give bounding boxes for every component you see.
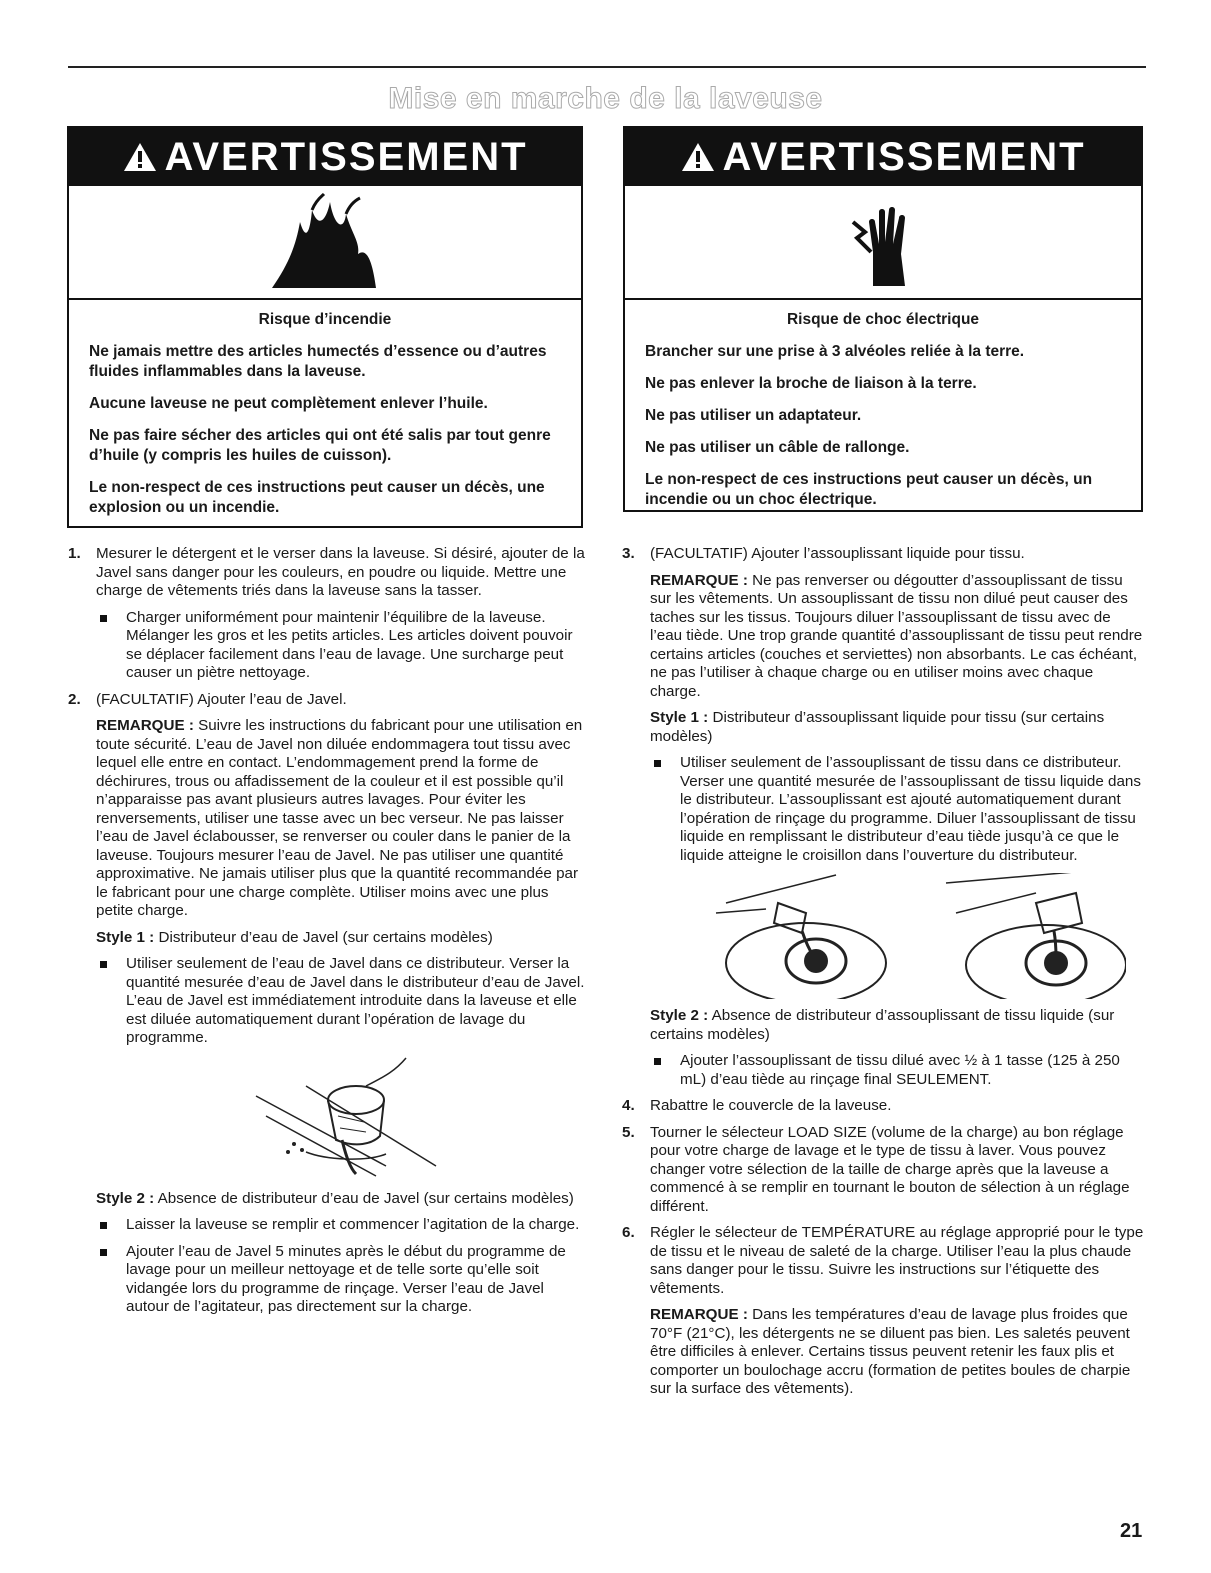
- style-text: Absence de distributeur d’assouplissant de tissu liquide (sur certains modèles): [650, 1007, 1115, 1043]
- note-label: REMARQUE :: [650, 571, 748, 589]
- warning-line: Le non-respect de ces instructions peut causer un décès, un incendie ou un choc électrique.: [645, 471, 1093, 508]
- bullet-text: Ajouter l’assouplissant de tissu dilué avec ½ à 1 tasse (125 à 250 mL) d’eau tiède au rinçage final SEULEMENT.: [680, 1052, 1120, 1088]
- style-heading: [650, 709, 1144, 746]
- step-3: [622, 545, 1144, 1089]
- warning-line: Le non-respect de ces instructions peut causer un décès, une explosion ou un incendie.: [89, 479, 545, 516]
- step-6: [622, 1224, 1144, 1399]
- step-5: [622, 1124, 1144, 1217]
- warning-box-electric: [623, 126, 1143, 512]
- bullet-item: [650, 1052, 1144, 1089]
- style-label: Style 2 :: [650, 1007, 709, 1024]
- step-number: 6.: [622, 1224, 635, 1241]
- bullet-item: [96, 1243, 588, 1317]
- bullet-item: [96, 1216, 588, 1235]
- step-text: (FACULTATIF) Ajouter l’assouplissant liquide pour tissu.: [650, 545, 1025, 562]
- step-number: 5.: [622, 1123, 635, 1141]
- note: [650, 1306, 1144, 1399]
- warning-line: Aucune laveuse ne peut complètement enlever l’huile.: [89, 395, 488, 412]
- electric-shock-icon: [843, 192, 923, 292]
- fire-icon: [260, 192, 390, 292]
- bullet-text: Charger uniformément pour maintenir l’équilibre de la laveuse. Mélanger les gros et les petits articles. Les articles doivent pouvoir se déplacer facilement dans l’eau de lavage. Une surcharge peut causer un piètre nettoyage.: [126, 608, 573, 681]
- warning-line: Ne jamais mettre des articles humectés d’essence ou d’autres fluides inflammables dans la laveuse.: [89, 343, 547, 380]
- softener-dispenser-illustrations: [706, 873, 1126, 999]
- fire-pictogram: [69, 186, 581, 300]
- warning-triangle-icon: [680, 141, 716, 173]
- bullet-item: [96, 609, 588, 683]
- warning-line: Ne pas utiliser un câble de rallonge.: [645, 439, 910, 456]
- bullet-item: [96, 955, 588, 1048]
- note: [96, 717, 588, 921]
- step-number: 1.: [68, 545, 81, 562]
- step-text: (FACULTATIF) Ajouter l’eau de Javel.: [96, 690, 347, 708]
- style-label: Style 2 :: [96, 1189, 155, 1207]
- style-label: Style 1 :: [96, 928, 155, 946]
- style-label: Style 1 :: [650, 709, 709, 726]
- bullet-square-icon: [100, 1249, 107, 1256]
- step-text: Régler le sélecteur de TEMPÉRATURE au réglage approprié pour le type de tissu et le niveau de saleté de la charge. Utiliser l’eau la plus chaude sans danger pour le tissu. Suivre les instructions sur l’étiquette des vêtements.: [650, 1224, 1144, 1297]
- bullet-square-icon: [100, 961, 107, 968]
- warning-subtitle: Risque d’incendie: [258, 311, 392, 328]
- softener-pour-right-illustration: [946, 873, 1126, 999]
- warning-line: Ne pas enlever la broche de liaison à la terre.: [645, 375, 977, 392]
- style-text: Absence de distributeur d’eau de Javel (sur certains modèles): [157, 1189, 574, 1207]
- style-text: Distributeur d’eau de Javel (sur certains modèles): [158, 928, 493, 946]
- softener-pour-left-illustration: [716, 875, 886, 999]
- bullet-square-icon: [100, 615, 107, 622]
- step-4: [622, 1097, 1144, 1116]
- bullet-square-icon: [654, 760, 661, 767]
- warning-subtitle: Risque de choc électrique: [786, 311, 980, 328]
- electric-pictogram: [625, 186, 1141, 300]
- warning-header-label: AVERTISSEMENT: [722, 134, 1086, 179]
- note-label: REMARQUE :: [650, 1306, 748, 1323]
- bleach-dispenser-illustration: [246, 1056, 446, 1182]
- warning-line: Ne pas faire sécher des articles qui ont été salis par tout genre d’huile (y compris les huiles de cuisson).: [89, 427, 551, 464]
- step-2: [68, 691, 588, 1317]
- step-text: Rabattre le couvercle de la laveuse.: [650, 1097, 892, 1114]
- warning-header-label: AVERTISSEMENT: [164, 134, 528, 179]
- step-number: 3.: [622, 545, 635, 562]
- step-text: Mesurer le détergent et le verser dans la laveuse. Si désiré, ajouter de la Javel sans danger pour les couleurs, en poudre ou liquide. Mettre une charge de vêtements triés dans la laveuse sans la tasser.: [96, 545, 585, 599]
- warning-header: [625, 128, 1141, 186]
- bullet-square-icon: [100, 1222, 107, 1229]
- style-text: Distributeur d’assouplissant liquide pour tissu (sur certains modèles): [650, 709, 1105, 745]
- step-number: 2.: [68, 690, 81, 708]
- bullet-text: Utiliser seulement de l’assouplissant de tissu dans ce distributeur. Verser une quantité mesurée de l’assouplissant de tissu liquide dans le distributeur. L’assouplissant est ajouté automatiquement durant l’opération de rinçage du programme. Diluer l’assouplissant de tissu liquide en remplissant le distributeur d’eau tiède jusqu’à ce que le liquide atteigne le croisillon dans l’ouverture du distributeur.: [680, 754, 1141, 864]
- right-column: [622, 545, 1144, 1407]
- left-column: [68, 545, 588, 1325]
- bullet-square-icon: [654, 1058, 661, 1065]
- bullet-text: Laisser la laveuse se remplir et commencer l’agitation de la charge.: [126, 1216, 580, 1233]
- note-text: Ne pas renverser ou dégoutter d’assouplissant de tissu sur les vêtements. Un assouplissant de tissu non dilué peut causer des taches sur les tissus. Toujours diluer l’assouplissant de tissu avec de l’eau tiède. Une trop grande quantité d’assouplissant de tissu peut rendre certains articles (couches et serviettes) non absorbants. Le cas échéant, ne pas l’utiliser à chaque charge ou en utiliser moins avec chaque charge.: [650, 571, 1143, 700]
- note: [650, 572, 1144, 702]
- warning-line: Brancher sur une prise à 3 alvéoles reliée à la terre.: [645, 343, 1025, 360]
- step-text: Tourner le sélecteur LOAD SIZE (volume de la charge) au bon réglage pour votre charge de lavage et le type de tissu à laver. Vous pouvez changer votre sélection de la taille de charge après que la laveuse a commencé à se remplir en tournant le bouton de sélection à un réglage différent.: [650, 1123, 1130, 1215]
- style-heading: [96, 929, 588, 948]
- style-heading: [650, 1007, 1144, 1044]
- warning-triangle-icon: [122, 141, 158, 173]
- step-number: 4.: [622, 1097, 635, 1114]
- step-1: [68, 545, 588, 683]
- top-rule: [68, 66, 1146, 68]
- warning-line: Ne pas utiliser un adaptateur.: [645, 407, 862, 424]
- warning-header: [69, 128, 581, 186]
- bullet-item: [650, 754, 1144, 865]
- style-heading: [96, 1190, 588, 1209]
- note-text: Dans les températures d’eau de lavage plus froides que 70°F (21°C), les détergents ne se diluent pas bien. Les saletés peuvent être difficiles à enlever. Certains tissus peuvent retenir les faux plis et comporter un boulochage accru (formation de petites boules de charpie sur la surface des vêtements).: [650, 1306, 1131, 1397]
- note-text: Suivre les instructions du fabricant pour une utilisation en toute sécurité. L’eau de Javel non diluée endommagera tout tissu avec lequel elle entre en contact. L’endommagement prend la forme de déchirures, trous ou affadissement de la couleur et il est possible qu’il n’apparaisse pas avant plusieurs autres lavages. Pour éviter les renversements, utiliser une tasse avec un bec verseur. Ne pas laisser l’eau de Javel éclabousser, se renverser ou couler dans le panier de la laveuse. Toujours mesurer l’eau de Javel. Ne pas utiliser une quantité approximative. Ne jamais utiliser plus que la quantité recommandée par le fabricant pour une charge complète. Utiliser moins avec une plus petite charge.: [96, 717, 583, 919]
- page-number: 21: [1120, 1520, 1143, 1542]
- bullet-text: Utiliser seulement de l’eau de Javel dans ce distributeur. Verser la quantité mesurée d’eau de Javel dans le distributeur d’eau de Javel. L’eau de Javel est immédiatement introduite dans la laveuse et elle est diluée automatiquement durant l’opération de lavage du programme.: [126, 955, 585, 1046]
- warning-box-fire: [67, 126, 583, 528]
- page-title: Mise en marche de la laveuse: [388, 82, 823, 115]
- bullet-text: Ajouter l’eau de Javel 5 minutes après le début du programme de lavage pour un meilleur nettoyage et de telle sorte qu’elle soit vidangée lors du programme de rinçage. Verser l’eau de Javel autour de l’agitateur, pas directement sur la charge.: [126, 1242, 566, 1315]
- note-label: REMARQUE :: [96, 717, 194, 734]
